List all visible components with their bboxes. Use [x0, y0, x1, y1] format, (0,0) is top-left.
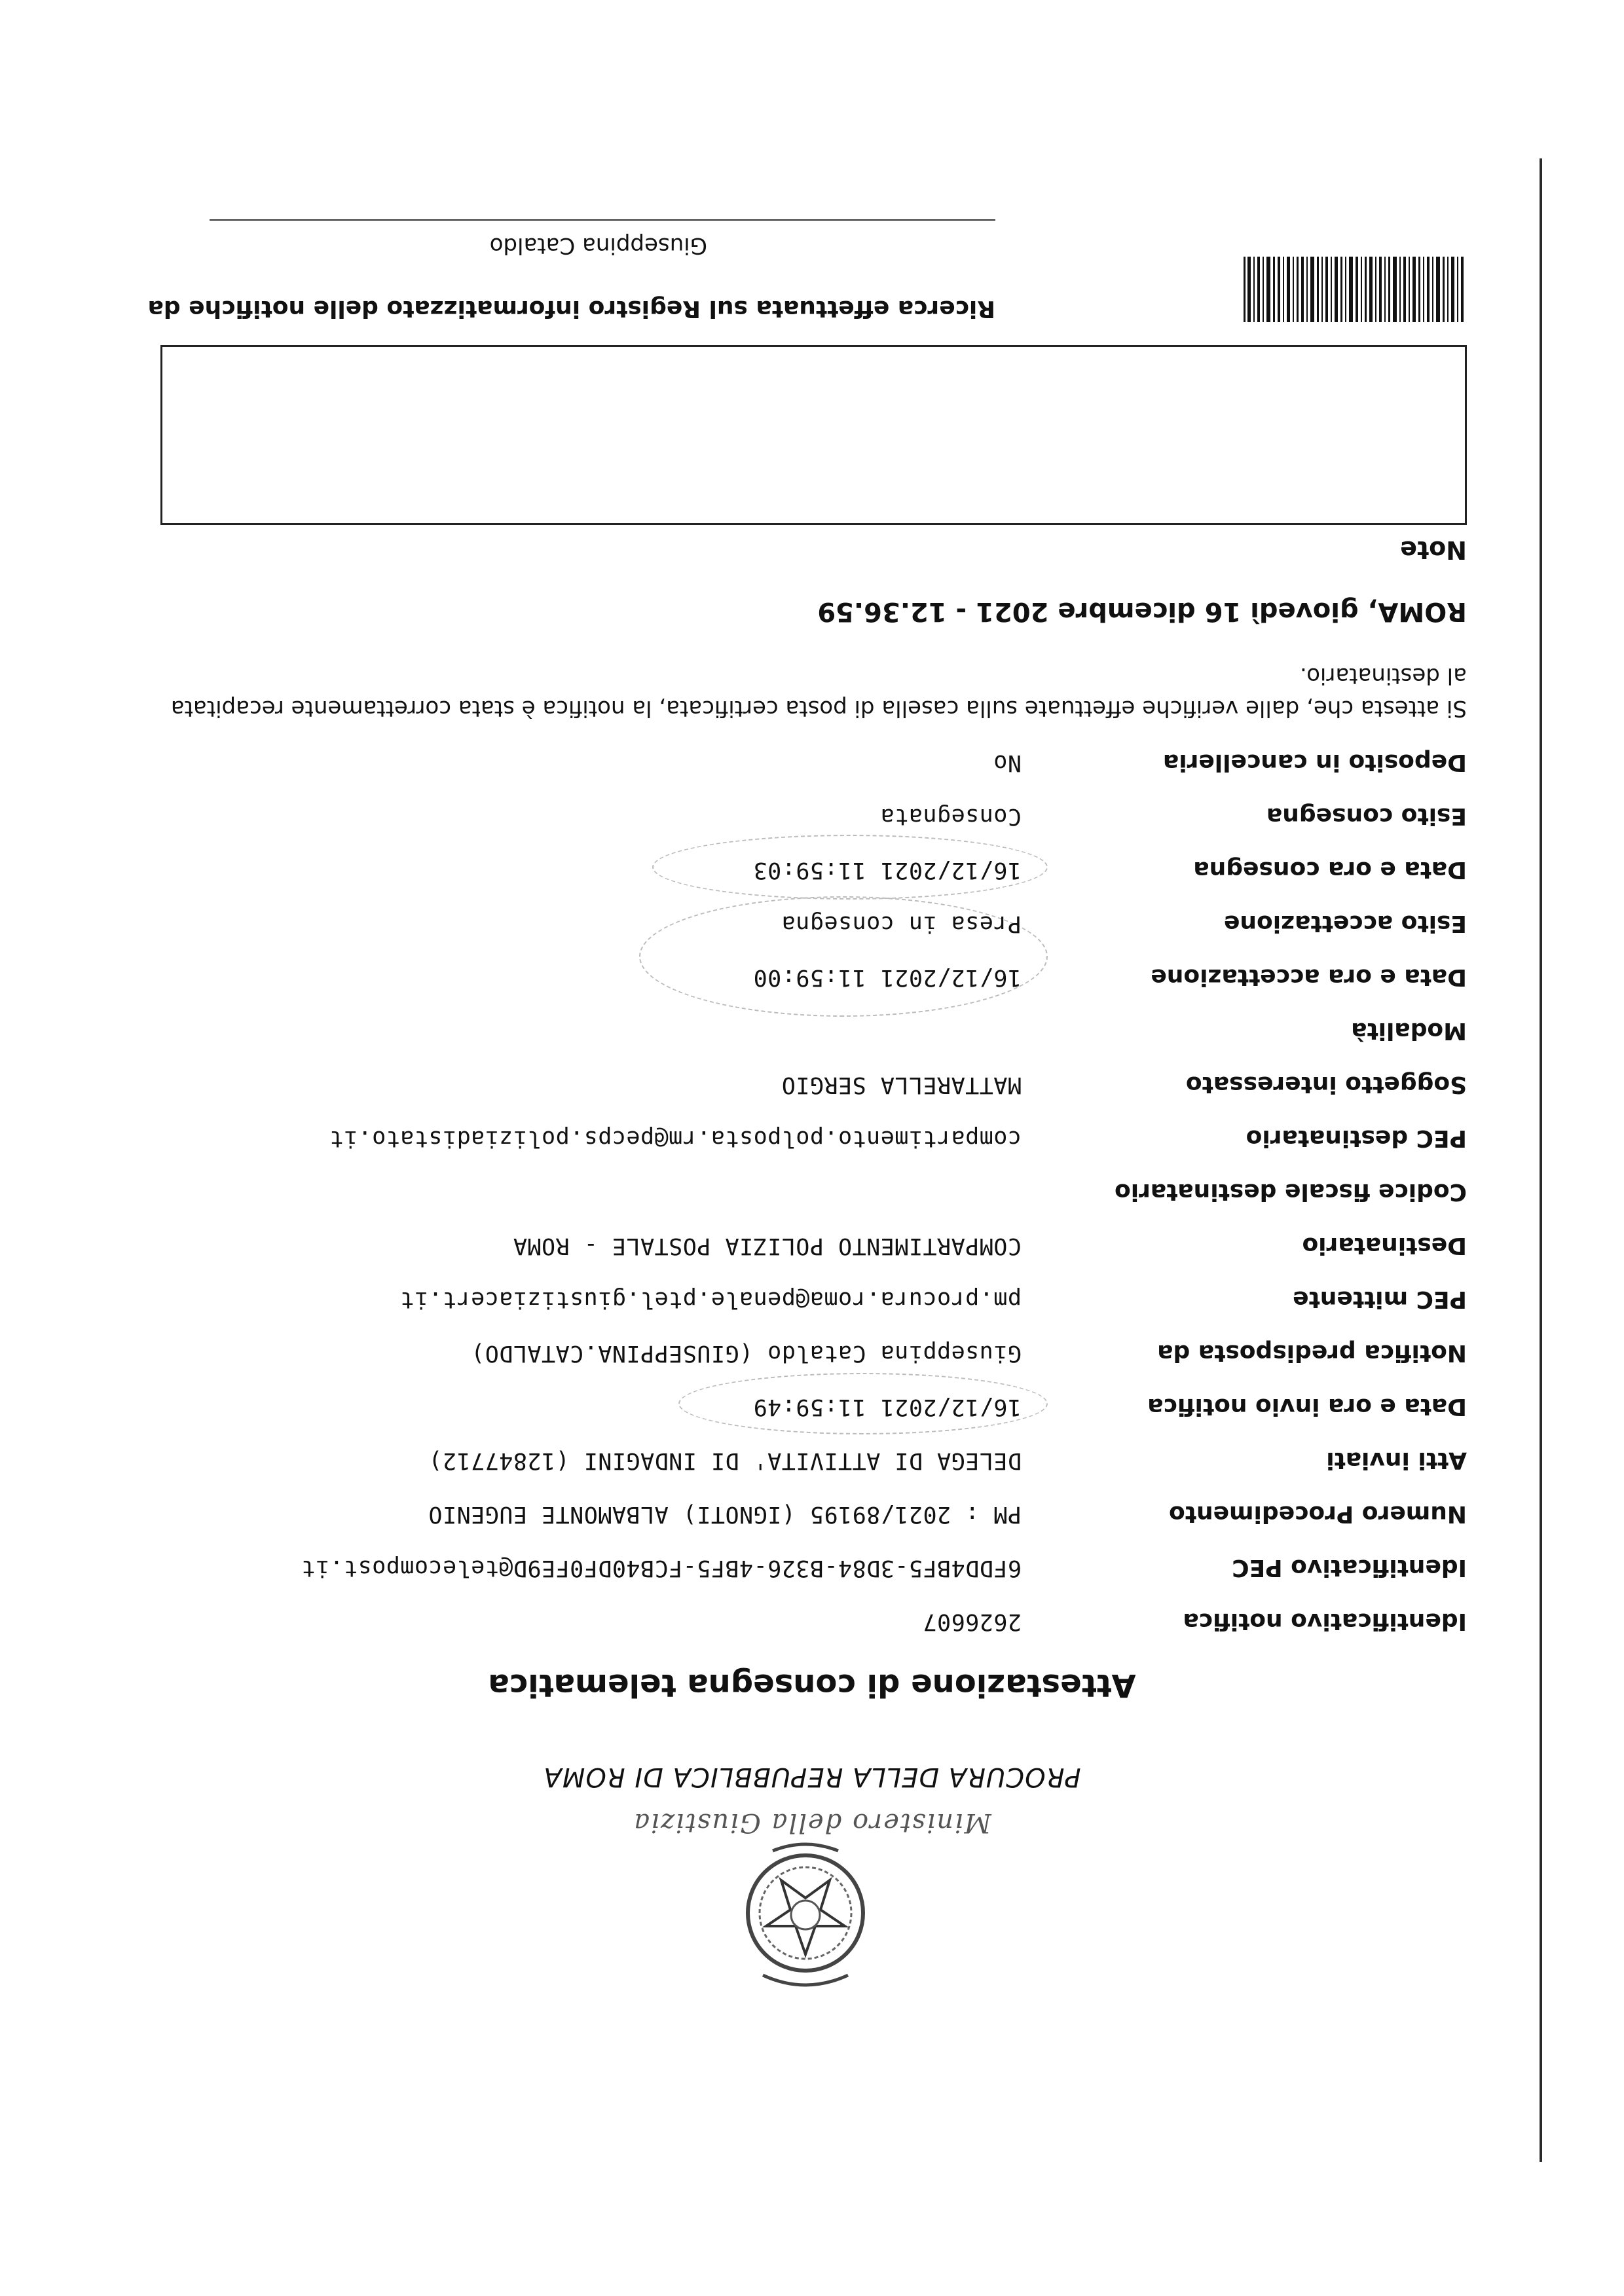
field-label: Destinatario	[1302, 1232, 1467, 1259]
handwritten-oval-mark	[652, 835, 1048, 900]
field-row-delivery-datetime	[92, 829, 1467, 883]
handwritten-oval-mark	[678, 1373, 1048, 1434]
scan-edge-line	[1540, 158, 1542, 2162]
field-value: No	[993, 750, 1022, 776]
field-label: Modalità	[1351, 1017, 1467, 1044]
field-label: Atti inviati	[1326, 1447, 1467, 1474]
field-value: COMPARTIMENTO POLIZIA POSTALE - ROMA	[513, 1233, 1022, 1259]
page-title: Attestazione di consegna telematica	[488, 1667, 1136, 1704]
republic-emblem-icon	[737, 1838, 874, 1995]
field-label: PEC destinatario	[1246, 1125, 1467, 1152]
field-label: Codice fiscale destinatario	[1115, 1178, 1467, 1205]
field-row-sender-pec	[92, 1259, 1467, 1313]
field-value: PM : 2021/89195 (IGNOTI) ALBAMONTE EUGENIO	[428, 1501, 1022, 1527]
field-row-recipient	[92, 1205, 1467, 1259]
field-value: pm.procura.roma@penale.ptel.giustiziacert.it	[399, 1286, 1022, 1313]
field-row-subject	[92, 1044, 1467, 1098]
note-box	[160, 345, 1467, 525]
field-row-delivery-outcome	[92, 776, 1467, 829]
date-line: ROMA, giovedì 16 dicembre 2021 - 12.36.59	[817, 596, 1467, 627]
field-label: Data e ora accettazione	[1151, 964, 1467, 991]
field-value: compartimento.polposta.rm@pecps.poliziadistato.it	[329, 1125, 1022, 1152]
field-row-notification-id	[92, 1581, 1467, 1635]
field-label: Numero Procedimento	[1169, 1501, 1467, 1527]
field-label: Esito consegna	[1266, 803, 1467, 829]
field-row-prepared-by	[92, 1313, 1467, 1366]
field-row-recipient-pec	[92, 1098, 1467, 1152]
field-value: Consegnata	[880, 803, 1022, 829]
field-label: Data e ora invio notifica	[1147, 1393, 1467, 1420]
field-label: Data e ora consegna	[1193, 856, 1467, 883]
notification-details	[92, 722, 1467, 1635]
field-value: MATTARELLA SERGIO	[781, 1072, 1022, 1098]
field-label: Deposito in cancelleria	[1162, 749, 1467, 776]
field-row-recipient-tax-code	[92, 1152, 1467, 1205]
field-value: 16/12/2021 11:59:03	[753, 857, 1022, 883]
field-row-registry-deposit	[92, 722, 1467, 776]
attestation-text: Si attesta che, dalle verifiche effettuate sulla casella di posta certificata, la notifica è stata correttamente recapitata al destinatario.	[170, 663, 1467, 721]
field-row-acceptance-datetime	[92, 937, 1467, 991]
field-label: Soggetto interessato	[1185, 1071, 1467, 1098]
field-value: 16/12/2021 11:59:00	[753, 964, 1022, 991]
field-label: Esito accettazione	[1223, 910, 1467, 937]
field-label: Notifica predisposta da	[1157, 1339, 1467, 1366]
field-label: Identificativo notifica	[1183, 1608, 1467, 1635]
field-row-procedure-number	[92, 1474, 1467, 1527]
field-label: Identificativo PEC	[1232, 1554, 1467, 1581]
barcode-icon	[1241, 253, 1467, 325]
note-label: Note	[1400, 536, 1467, 564]
field-label: PEC mittente	[1293, 1286, 1467, 1313]
field-row-send-datetime	[92, 1366, 1467, 1420]
register-user-name: Giuseppina Cataldo	[489, 232, 707, 259]
field-value: Giuseppina Cataldo (GIUSEPPINA.CATALDO)	[470, 1340, 1022, 1366]
field-value: DELEGA DI ATTIVITA' DI INDAGINI (12847712)	[428, 1448, 1022, 1474]
ministry-name: Ministero della Giustizia	[633, 1808, 991, 1838]
field-value: 6FDD4BF5-3D84-B326-4BF5-FCB40DF0FE9D@telecompost.it	[301, 1555, 1022, 1581]
field-value: 16/12/2021 11:59:49	[753, 1394, 1022, 1420]
office-name: PROCURA DELLA REPUBBLICA DI ROMA	[543, 1762, 1081, 1792]
field-row-pec-id	[92, 1527, 1467, 1581]
register-search-label: Ricerca effettuata sul Registro informatizzato delle notifiche da	[147, 295, 995, 322]
field-value: Presa in consegna	[781, 911, 1022, 937]
field-value: 2626607	[922, 1609, 1022, 1635]
signature-line	[210, 219, 995, 221]
